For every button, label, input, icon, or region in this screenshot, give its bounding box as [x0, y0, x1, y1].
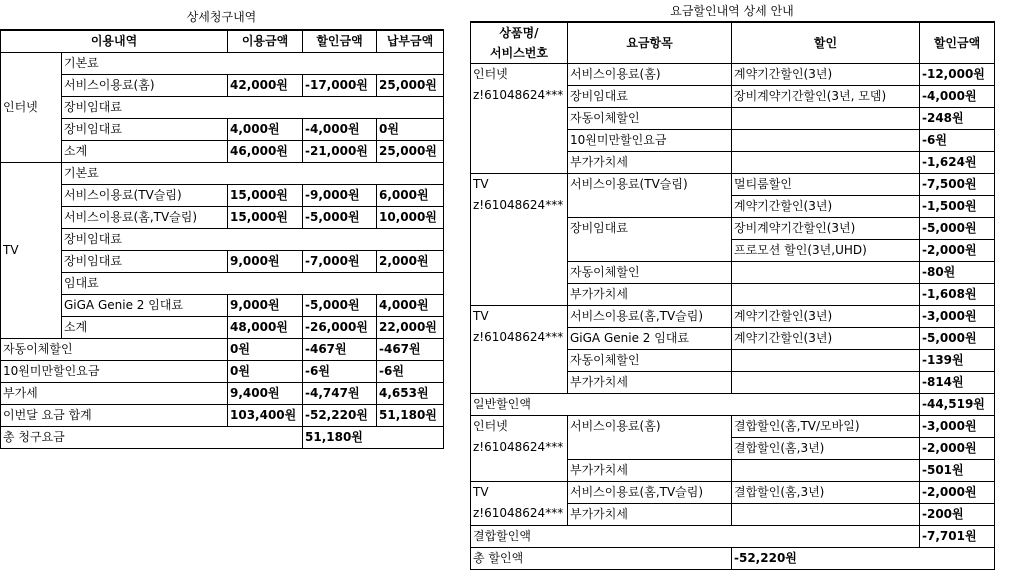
- grand-total-row: [1, 427, 444, 449]
- row-item: 서비스이용료(TV슬림): [568, 174, 732, 218]
- row-discount: [732, 372, 920, 394]
- discount-detail-table: [470, 21, 995, 570]
- row-discount: [732, 284, 920, 306]
- header-product: [471, 22, 568, 64]
- service-number: z!61048624***: [473, 198, 564, 212]
- table-row: [1, 383, 444, 405]
- row-discount: [732, 350, 920, 372]
- row-amount: -2,000원: [920, 482, 995, 504]
- row-name: 장비임대료: [62, 119, 228, 141]
- row-item: 자동이체할인: [568, 108, 732, 130]
- row-discount: -9,000원: [303, 185, 377, 207]
- total-discount-label: 총 할인액: [471, 548, 732, 570]
- general-discount-row: [471, 394, 995, 416]
- header-usage-amount: 이용금액: [228, 30, 303, 53]
- tv-label: TV: [1, 163, 62, 339]
- table-row: [1, 317, 444, 339]
- combined-discount-amount: -7,701원: [920, 526, 995, 548]
- row-amount: 15,000원: [228, 207, 303, 229]
- row-item: 자동이체할인: [568, 262, 732, 284]
- row-name: GiGA Genie 2 임대료: [62, 295, 228, 317]
- row-item: 장비임대료: [568, 86, 732, 108]
- row-amount: -200원: [920, 504, 995, 526]
- row-discount: [732, 130, 920, 152]
- row-pay: 22,000원: [377, 317, 444, 339]
- table-row: [1, 53, 444, 75]
- table-row: [1, 229, 444, 251]
- row-pay: 4,000원: [377, 295, 444, 317]
- row-discount: -52,220원: [303, 405, 377, 427]
- tv-basic-label: 기본료: [62, 163, 444, 185]
- row-discount: 결합할인(홈,3년): [732, 482, 920, 504]
- row-discount: 프로모션 할인(3년,UHD): [732, 240, 920, 262]
- row-discount: -7,000원: [303, 251, 377, 273]
- row-pay: 25,000원: [377, 141, 444, 163]
- row-amount: -7,500원: [920, 174, 995, 196]
- row-amount: 48,000원: [228, 317, 303, 339]
- row-discount: 계약기간할인(3년): [732, 328, 920, 350]
- table-row: [471, 174, 995, 196]
- row-amount: 103,400원: [228, 405, 303, 427]
- table-row: [1, 75, 444, 97]
- row-amount: -3,000원: [920, 306, 995, 328]
- row-discount: -5,000원: [303, 295, 377, 317]
- row-item: 서비스이용료(홈,TV슬림): [568, 306, 732, 328]
- row-discount: [732, 152, 920, 174]
- product-cell: [471, 306, 568, 394]
- row-discount: [732, 262, 920, 284]
- row-discount: [732, 460, 920, 482]
- table-row: [1, 141, 444, 163]
- row-name: 장비임대료: [62, 251, 228, 273]
- table-row: [1, 163, 444, 185]
- product-name: TV: [473, 177, 489, 191]
- row-discount: 장비계약기간할인(3년, 모뎀): [732, 86, 920, 108]
- row-item: 자동이체할인: [568, 350, 732, 372]
- row-amount: -5,000원: [920, 328, 995, 350]
- row-discount: -21,000원: [303, 141, 377, 163]
- row-discount: -6원: [303, 361, 377, 383]
- product-name: 인터넷: [473, 67, 508, 81]
- table-row: [1, 273, 444, 295]
- product-cell: [471, 416, 568, 482]
- internet-equip-label: 장비임대료: [62, 97, 444, 119]
- table-row: [1, 295, 444, 317]
- row-item: 서비스이용료(홈,TV슬림): [568, 482, 732, 504]
- service-number: z!61048624***: [473, 330, 564, 344]
- row-discount: 멀티룸할인: [732, 174, 920, 196]
- row-amount: -248원: [920, 108, 995, 130]
- product-cell: [471, 174, 568, 306]
- row-amount: -1,624원: [920, 152, 995, 174]
- row-pay: -6원: [377, 361, 444, 383]
- table-row: [1, 119, 444, 141]
- table-row: [1, 207, 444, 229]
- header-payment-amount: 납부금액: [377, 30, 444, 53]
- row-name: 소계: [62, 317, 228, 339]
- header-product-line2: 서비스번호: [490, 46, 548, 60]
- combined-discount-label: 결합할인액: [471, 526, 920, 548]
- tv-equip-label: 장비임대료: [62, 229, 444, 251]
- grand-total-value: 51,180원: [303, 427, 444, 449]
- row-discount: 결합할인(홈,TV/모바일): [732, 416, 920, 438]
- row-discount: -26,000원: [303, 317, 377, 339]
- billing-detail-table: [0, 29, 444, 449]
- row-pay: 0원: [377, 119, 444, 141]
- row-amount: -1,608원: [920, 284, 995, 306]
- row-item: 장비임대료: [568, 218, 732, 262]
- general-discount-label: 일반할인액: [471, 394, 920, 416]
- row-item: 서비스이용료(홈): [568, 416, 732, 460]
- row-amount: -3,000원: [920, 416, 995, 438]
- grand-total-label: 총 청구요금: [1, 427, 303, 449]
- table-row: [1, 405, 444, 427]
- internet-basic-label: 기본료: [62, 53, 444, 75]
- row-name: 자동이체할인: [1, 339, 228, 361]
- row-item: 서비스이용료(홈): [568, 64, 732, 86]
- row-discount: -4,000원: [303, 119, 377, 141]
- row-amount: 0원: [228, 339, 303, 361]
- row-amount: -2,000원: [920, 438, 995, 460]
- internet-label: 인터넷: [1, 53, 62, 163]
- table-row: [1, 97, 444, 119]
- product-cell: [471, 64, 568, 174]
- row-amount: 46,000원: [228, 141, 303, 163]
- row-discount: [732, 108, 920, 130]
- row-name: 10원미만할인요금: [1, 361, 228, 383]
- row-item: 10원미만할인요금: [568, 130, 732, 152]
- row-discount: -17,000원: [303, 75, 377, 97]
- row-amount: 9,000원: [228, 251, 303, 273]
- product-cell: [471, 482, 568, 526]
- row-item: 부가가치세: [568, 504, 732, 526]
- row-amount: -80원: [920, 262, 995, 284]
- row-name: 소계: [62, 141, 228, 163]
- row-amount: -1,500원: [920, 196, 995, 218]
- header-discount: 할인: [732, 22, 920, 64]
- table-row: [1, 361, 444, 383]
- row-name: 부가세: [1, 383, 228, 405]
- row-amount: -6원: [920, 130, 995, 152]
- billing-detail-title: 상세청구내역: [186, 10, 257, 24]
- row-amount: 15,000원: [228, 185, 303, 207]
- row-discount: 결합할인(홈,3년): [732, 438, 920, 460]
- row-amount: 9,400원: [228, 383, 303, 405]
- service-number: z!61048624***: [473, 506, 564, 520]
- header-usage: 이용내역: [1, 30, 228, 53]
- row-amount: -5,000원: [920, 218, 995, 240]
- row-amount: -814원: [920, 372, 995, 394]
- general-discount-amount: -44,519원: [920, 394, 995, 416]
- row-pay: 6,000원: [377, 185, 444, 207]
- header-discount-amount: 할인금액: [303, 30, 377, 53]
- row-pay: 10,000원: [377, 207, 444, 229]
- row-discount: 계약기간할인(3년): [732, 306, 920, 328]
- header-item: 요금항목: [568, 22, 732, 64]
- row-amount: 0원: [228, 361, 303, 383]
- combined-discount-row: [471, 526, 995, 548]
- header-product-line1: 상품명/: [499, 26, 539, 40]
- row-pay: 4,653원: [377, 383, 444, 405]
- product-name: 인터넷: [473, 419, 508, 433]
- row-discount: -4,747원: [303, 383, 377, 405]
- row-amount: 9,000원: [228, 295, 303, 317]
- table-row: [471, 64, 995, 86]
- table-row: [1, 251, 444, 273]
- table-header-row: [1, 30, 444, 53]
- row-item: 부가가치세: [568, 284, 732, 306]
- product-name: TV: [473, 309, 489, 323]
- row-amount: -12,000원: [920, 64, 995, 86]
- row-item: 부가가치세: [568, 152, 732, 174]
- product-name: TV: [473, 485, 489, 499]
- row-discount: -5,000원: [303, 207, 377, 229]
- row-amount: -4,000원: [920, 86, 995, 108]
- header-amount: 할인금액: [920, 22, 995, 64]
- row-amount: 42,000원: [228, 75, 303, 97]
- table-row: [471, 416, 995, 438]
- table-row: [471, 482, 995, 504]
- row-item: 부가가치세: [568, 460, 732, 482]
- service-number: z!61048624***: [473, 88, 564, 102]
- row-pay: 51,180원: [377, 405, 444, 427]
- row-amount: -501원: [920, 460, 995, 482]
- row-amount: -2,000원: [920, 240, 995, 262]
- row-name: 이번달 요금 합계: [1, 405, 228, 427]
- table-row: [1, 185, 444, 207]
- discount-detail-title: 요금할인내역 상세 안내: [670, 4, 794, 18]
- table-row: [1, 339, 444, 361]
- row-name: 서비스이용료(홈): [62, 75, 228, 97]
- row-item: GiGA Genie 2 임대료: [568, 328, 732, 350]
- total-discount-amount: -52,220원: [732, 548, 995, 570]
- row-discount: -467원: [303, 339, 377, 361]
- total-discount-row: [471, 548, 995, 570]
- row-discount: [732, 504, 920, 526]
- row-pay: -467원: [377, 339, 444, 361]
- row-name: 서비스이용료(홈,TV슬림): [62, 207, 228, 229]
- row-name: 서비스이용료(TV슬림): [62, 185, 228, 207]
- row-discount: 계약기간할인(3년): [732, 196, 920, 218]
- row-pay: 25,000원: [377, 75, 444, 97]
- tv-rent-label: 임대료: [62, 273, 444, 295]
- row-discount: 장비계약기간할인(3년): [732, 218, 920, 240]
- row-discount: 계약기간할인(3년): [732, 64, 920, 86]
- row-amount: -139원: [920, 350, 995, 372]
- row-amount: 4,000원: [228, 119, 303, 141]
- row-pay: 2,000원: [377, 251, 444, 273]
- table-row: [471, 306, 995, 328]
- table-header-row: [471, 22, 995, 64]
- row-item: 부가가치세: [568, 372, 732, 394]
- service-number: z!61048624***: [473, 440, 564, 454]
